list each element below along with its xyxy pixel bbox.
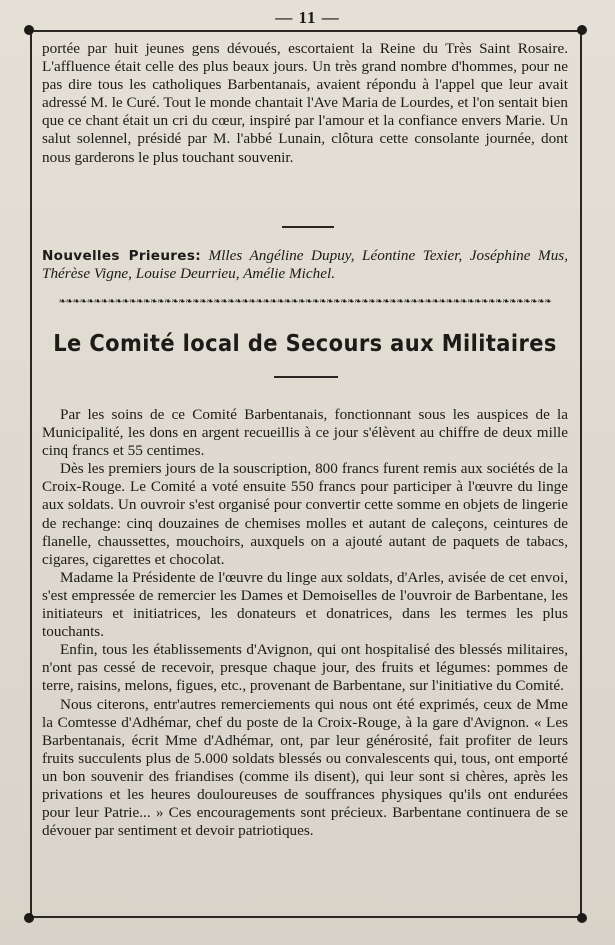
article-body (42, 406, 568, 840)
frame-bottom-rule (30, 916, 582, 918)
article-paragraph: Madame la Présidente de l'œuvre du linge aux soldats, d'Arles, avisée de cet envoi, s'est empressée de remercier les Dames et Demoiselles de l'ouvroir de Barbentane, les initiateurs et initiatrices, les donateurs et donatrices, dans les termes les plus touchants. (42, 568, 568, 641)
article-paragraph: Par les soins de ce Comité Barbentanais, fonctionnant sous les auspices de la Municipalité, les dons en argent recueillis à ce jour s'élèvent au chiffre de deux mille cinq francs et 55 centimes. (42, 406, 568, 460)
prieures-label: Nouvelles Prieures: (42, 248, 201, 264)
ornamental-divider: ❧❧❧❧❧❧❧❧❧❧❧❧❧❧❧❧❧❧❧❧❧❧❧❧❧❧❧❧❧❧❧❧❧❧❧❧❧❧❧❧❧❧❧❧❧❧❧❧❧❧❧❧❧❧❧❧❧❧❧❧❧❧❧❧❧❧❧❧❧❧ (58, 296, 552, 306)
prieures-names: Mlles Angéline Dupuy, Léontine Texier, Joséphine Mus, Thérèse Vigne, Louise Deurrieu, Amélie Michel. (42, 247, 569, 283)
frame-top-rule (30, 30, 582, 32)
corner-dot-bottom-right (577, 913, 587, 923)
frame-right-rule (580, 30, 582, 918)
corner-dot-top-left (24, 25, 34, 35)
prieures-notice (42, 247, 568, 284)
article-paragraph: Enfin, tous les établissements d'Avignon, qui ont hospitalisé des blessés militaires, n'ont pas cessé de recevoir, presque chaque jour, des fruits et légumes: pommes de terre, raisins, melons, figues, etc., provenant de Barbentane, sur l'initiative du Comité. (42, 641, 568, 695)
title-underline (274, 376, 338, 378)
intro-paragraph: portée par huit jeunes gens dévoués, escortaient la Reine du Très Saint Rosaire. L'affluence était celle des plus beaux jours. Un très grand nombre d'hommes, pour ne pas dire tous les catholiques Barbentanais, avaient répondu à l'appel que leur avait adressé M. le Curé. Tout le monde chantait l'Ave Maria de Lourdes, et l'on sentait bien que ce chant était un cri du cœur, inspiré par l'amour et la confiance envers Marie. Un salut solennel, présidé par M. l'abbé Lunain, clôtura cette consolante journée, dont nous garderons le plus touchant souvenir. (42, 40, 568, 166)
article-paragraph: Dès les premiers jours de la souscription, 800 francs furent remis aux sociétés de la Croix-Rouge. Le Comité a voté ensuite 550 francs pour participer à l'œuvre du linge aux soldats. Un ouvroir s'est organisé pour convertir cette somme en objets de lingerie de rechange: cinq douzaines de chemises molles et autant de caleçons, ceintures de flanelle, chaussettes, mouchoirs, auxquels on a ajouté autant de paquets de tabacs, cigares, cigarettes et chocolat. (42, 460, 568, 568)
section-title: Le Comité local de Secours aux Militaires (53, 329, 557, 357)
corner-dot-top-right (577, 25, 587, 35)
page-number: — 11 — (275, 8, 340, 27)
corner-dot-bottom-left (24, 913, 34, 923)
frame-left-rule (30, 30, 32, 918)
article-paragraph: Nous citerons, entr'autres remerciements qui nous ont été exprimés, ceux de Mme la Comtesse d'Adhémar, chef du poste de la Croix-Rouge, à la gare d'Avignon. « Les Barbentanais, écrit Mme d'Adhémar, ont, par leur générosité, fait profiter de leurs fruits succulents plus de 5.000 soldats blessés ou convalescents qui, tous, ont emporté un bon souvenir des friandises (comme ils disent), qui leur sont si chères, après les privations et les heures douloureuses de souffrances physiques qu'ils ont endurées pour leur Patrie... » Ces encouragements sont précieux. Barbentane continuera de se dévouer par sentiment et devoir patriotiques. (42, 695, 568, 840)
short-separator (282, 226, 334, 228)
